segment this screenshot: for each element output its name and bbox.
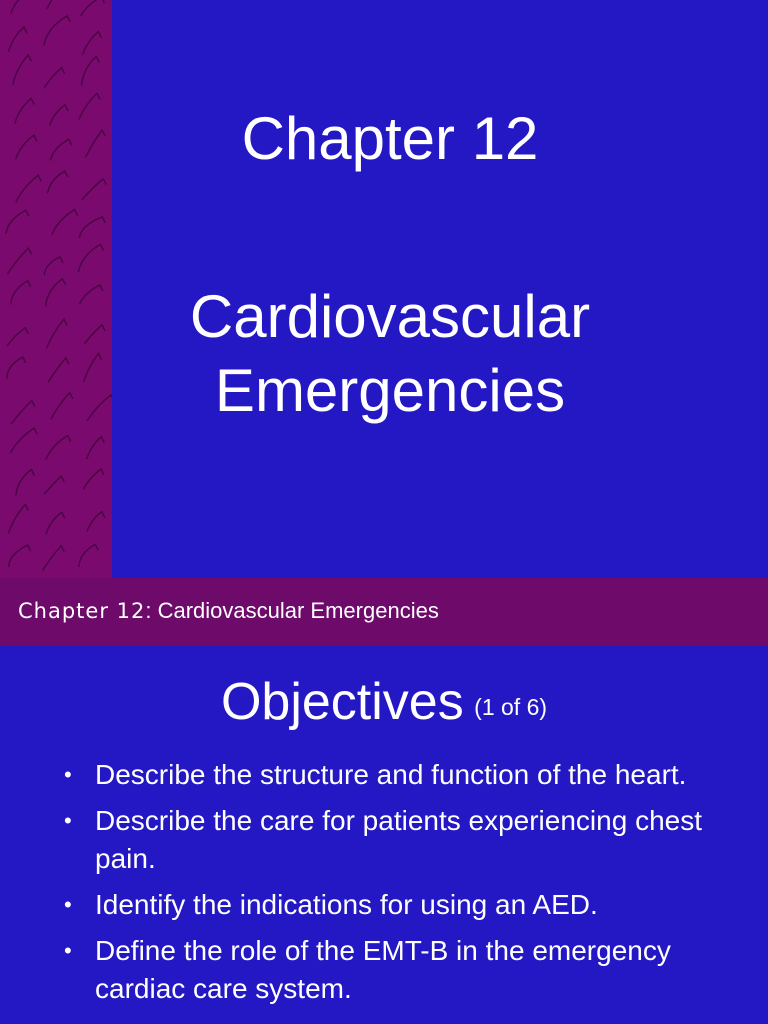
objectives-counter: (1 of 6): [474, 694, 548, 720]
brush-stroke: [50, 139, 71, 160]
brush-stroke: [85, 130, 105, 157]
brush-stroke: [44, 16, 70, 46]
list-item-text: Define the role of the EMT-B in the emergency cardiac care system.: [95, 935, 671, 1004]
brush-stroke: [7, 328, 28, 346]
brush-stroke: [16, 470, 35, 496]
chapter-title: Chapter 12: [241, 105, 539, 172]
document-caption-bar: [0, 578, 768, 646]
decorative-side-pattern: [0, 0, 112, 578]
list-item-text: Describe the care for patients experiencing chest pain.: [95, 805, 702, 874]
brush-stroke: [13, 55, 32, 85]
brush-stroke: [10, 428, 37, 453]
brush-stroke: [78, 244, 103, 272]
brush-stroke: [87, 395, 112, 421]
brush-stroke: [82, 56, 100, 85]
title-area: [112, 0, 668, 578]
chapter-subtitle: [112, 280, 668, 428]
brush-stroke: [16, 175, 42, 202]
objectives-heading: [0, 670, 768, 734]
brush-stroke: [84, 325, 105, 344]
brush-stroke: [11, 401, 35, 425]
brush-stroke: [44, 476, 64, 494]
subtitle-line-1: Cardiovascular: [189, 283, 591, 350]
brush-stroke: [48, 171, 68, 193]
brush-stroke: [51, 393, 73, 420]
bullet-icon: •: [64, 938, 72, 963]
brush-stroke: [8, 27, 27, 52]
brush-stroke: [52, 210, 78, 235]
subtitle-line-2: Emergencies: [214, 357, 566, 424]
brush-stroke: [7, 357, 26, 379]
brush-stroke: [47, 319, 67, 348]
objectives-title: Objectives: [220, 673, 464, 731]
list-item-text: Identify the indications for using an AED.: [95, 889, 598, 920]
list-item: [64, 756, 724, 794]
brush-stroke: [11, 281, 31, 305]
bullet-icon: •: [64, 892, 72, 917]
brush-stroke: [79, 93, 100, 119]
objectives-slide: [0, 646, 768, 1024]
list-item: [64, 802, 724, 878]
bullet-icon: •: [64, 808, 72, 833]
brush-stroke: [44, 257, 63, 275]
brush-stroke: [43, 546, 65, 571]
caption-chapter-label: Chapter 12: [18, 599, 146, 623]
bullet-icon: •: [64, 762, 72, 787]
brush-stroke: [15, 99, 34, 124]
list-item-text: Describe the structure and function of the heart.: [95, 759, 687, 790]
brush-stroke: [83, 469, 104, 489]
caption-title: : Cardiovascular Emergencies: [145, 598, 439, 623]
brush-stroke: [46, 436, 71, 460]
brush-stroke: [48, 358, 69, 383]
brush-stroke: [8, 505, 28, 534]
brush-stroke: [79, 544, 98, 567]
brush-stroke: [82, 179, 106, 200]
brush-stroke: [79, 217, 105, 238]
brush-stroke: [11, 0, 29, 14]
list-item: [64, 886, 724, 924]
brush-stroke: [6, 210, 29, 233]
brush-stroke: [46, 279, 66, 307]
brush-stroke: [83, 353, 101, 382]
brush-stroke: [16, 135, 37, 159]
brush-stroke: [87, 437, 105, 459]
brush-stroke-pattern-icon: [0, 0, 112, 578]
brush-stroke: [9, 545, 31, 567]
brush-stroke: [44, 68, 64, 88]
brush-stroke: [87, 512, 105, 532]
brush-stroke: [81, 0, 105, 16]
brush-stroke: [82, 32, 101, 55]
brush-stroke: [80, 285, 103, 304]
objectives-list: [64, 756, 724, 1016]
list-item: [64, 932, 724, 1008]
brush-stroke: [8, 248, 32, 274]
brush-stroke: [50, 105, 68, 126]
brush-stroke: [47, 0, 73, 9]
brush-stroke: [46, 512, 65, 534]
